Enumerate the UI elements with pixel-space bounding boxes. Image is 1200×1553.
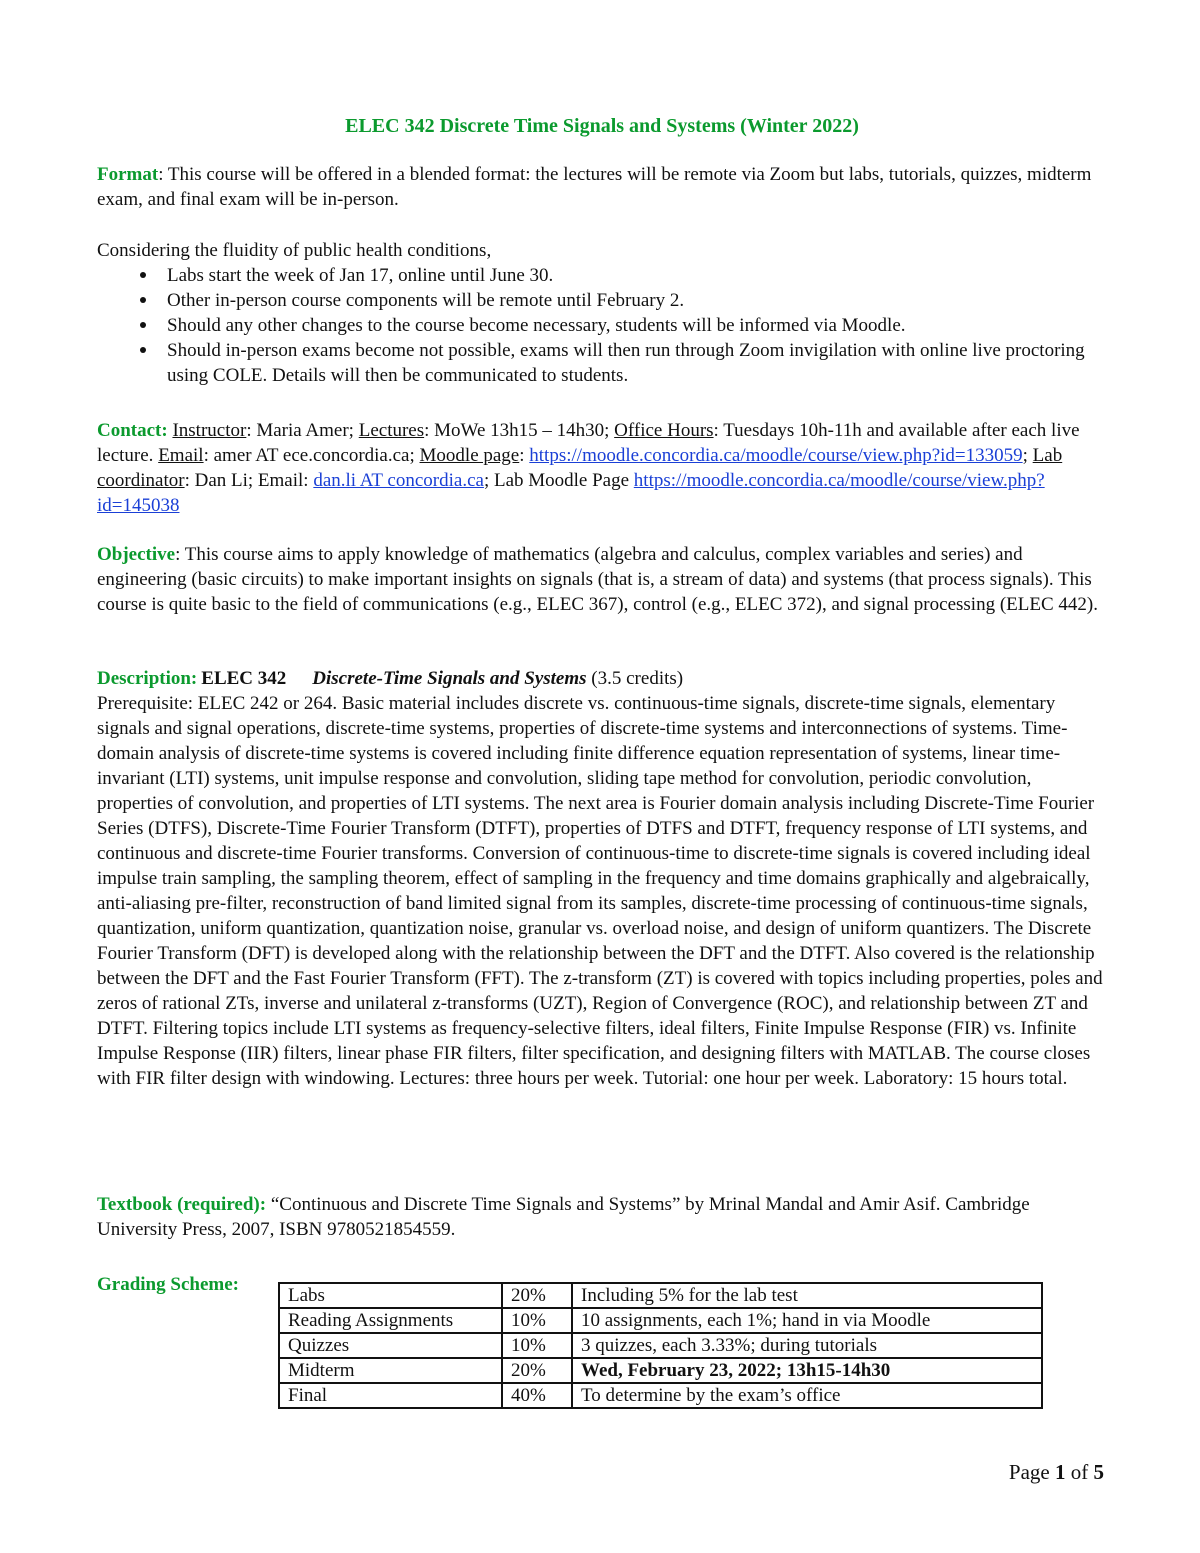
- contact-label: Contact:: [97, 420, 168, 441]
- total-pages: 5: [1093, 1460, 1104, 1484]
- table-row: [279, 1283, 1042, 1308]
- description-course-name: Discrete-Time Signals and Systems: [312, 668, 587, 689]
- grade-note: 3 quizzes, each 3.33%; during tutorials: [572, 1333, 1042, 1358]
- description-course: ELEC 342: [201, 668, 287, 689]
- lectures-label: Lectures: [358, 420, 425, 441]
- instructor-value: : Maria Amer;: [246, 420, 359, 441]
- description-credits: (3.5 credits): [586, 668, 684, 689]
- fluidity-list: [97, 263, 1105, 388]
- textbook-text: “Continuous and Discrete Time Signals and Systems” by Mrinal Mandal and Amir Asif. Cambridge University Press, 2007, ISBN 9780521854559.: [97, 1194, 1030, 1240]
- format-text: : This course will be offered in a blended format: the lectures will be remote via Zoom but labs, tutorials, quizzes, midterm exam, and final exam will be in-person.: [97, 164, 1092, 210]
- objective-paragraph: [97, 542, 1105, 617]
- fluidity-intro: Considering the fluidity of public health conditions,: [97, 240, 492, 261]
- grade-weight: 10%: [502, 1308, 572, 1333]
- page-number: Page 1 of 5: [1008, 1460, 1104, 1484]
- table-row: [279, 1308, 1042, 1333]
- textbook-label: Textbook (required):: [97, 1194, 267, 1215]
- table-row: [279, 1333, 1042, 1358]
- grade-item: Final: [279, 1383, 502, 1408]
- grade-weight: 10%: [502, 1333, 572, 1358]
- description-label: Description:: [97, 668, 198, 689]
- grade-note: Including 5% for the lab test: [572, 1283, 1042, 1308]
- grading-label: Grading Scheme:: [97, 1274, 239, 1295]
- fluidity-section: [97, 238, 1105, 388]
- lab-moodle-link[interactable]: https://moodle.concordia.ca/moodle/course/view.php?id=145038: [97, 470, 1045, 516]
- page-title: ELEC 342 Discrete Time Signals and Systems (Winter 2022): [345, 115, 859, 137]
- lab-coordinator-value: : Dan Li; Email:: [184, 470, 314, 491]
- moodle-course-link[interactable]: https://moodle.concordia.ca/moodle/course/view.php?id=133059: [529, 445, 1023, 466]
- grade-item: Quizzes: [279, 1333, 502, 1358]
- email-label: Email: [158, 445, 204, 466]
- list-item: Labs start the week of Jan 17, online until June 30.: [167, 263, 1105, 288]
- list-item: Other in-person course components will be remote until February 2.: [167, 288, 1105, 313]
- grade-note: 10 assignments, each 1%; hand in via Moodle: [572, 1308, 1042, 1333]
- textbook-paragraph: [97, 1192, 1105, 1242]
- description-section: [97, 666, 1105, 1091]
- objective-text: : This course aims to apply knowledge of mathematics (algebra and calculus, complex variables and series) and engineering (basic circuits) to make important insights on signals (that is, a stream of data) and systems (that process signals). This course is quite basic to the field of communications (e.g., ELEC 367), control (e.g., ELEC 372), and signal processing (ELEC 442).: [97, 544, 1098, 615]
- list-item: Should any other changes to the course become necessary, students will be informed via Moodle.: [167, 313, 1105, 338]
- grade-note: To determine by the exam’s office: [572, 1383, 1042, 1408]
- office-hours-label: Office Hours: [614, 420, 714, 441]
- grade-item: Midterm: [279, 1358, 502, 1383]
- table-row: [279, 1358, 1042, 1383]
- grade-weight: 40%: [502, 1383, 572, 1408]
- grade-item: Reading Assignments: [279, 1308, 502, 1333]
- lab-coordinator-email-link[interactable]: dan.li AT concordia.ca: [313, 470, 484, 491]
- current-page: 1: [1055, 1460, 1066, 1484]
- format-paragraph: [97, 162, 1105, 212]
- objective-label: Objective: [97, 544, 176, 565]
- instructor-label: Instructor: [172, 420, 247, 441]
- grade-weight: 20%: [502, 1283, 572, 1308]
- description-heading: [97, 666, 1105, 691]
- contact-paragraph: [97, 418, 1105, 518]
- email-value: : amer AT ece.concordia.ca;: [203, 445, 420, 466]
- grade-note: Wed, February 23, 2022; 13h15-14h30: [572, 1358, 1042, 1383]
- grade-weight: 20%: [502, 1358, 572, 1383]
- list-item: Should in-person exams become not possible, exams will then run through Zoom invigilation with online live proctoring using COLE. Details will then be communicated to students.: [167, 338, 1105, 388]
- office-hours-value: : Tuesdays 10h-11h and available after each live lecture.: [97, 420, 1080, 466]
- grade-item: Labs: [279, 1283, 502, 1308]
- lab-moodle-text: ; Lab Moodle Page: [483, 470, 634, 491]
- moodle-page-label: Moodle page: [419, 445, 520, 466]
- format-label: Format: [97, 164, 159, 185]
- table-row: [279, 1383, 1042, 1408]
- moodle-colon: :: [519, 445, 525, 466]
- grading-table: [278, 1282, 1043, 1409]
- description-text: Prerequisite: ELEC 242 or 264. Basic material includes discrete vs. continuous-time signals, discrete-time signals, elementary signals and signal operations, discrete-time systems, properties of discrete-time systems and interconnections of systems. Time-domain analysis of discrete-time systems is covered including finite difference equation representation of systems, linear time-invariant (LTI) systems, unit impulse response and convolution, sliding tape method for convolution, periodic convolution, properties of convolution, and properties of LTI systems. The next area is Fourier domain analysis including Discrete-Time Fourier Series (DTFS), Discrete-Time Fourier Transform (DTFT), properties of DTFS and DTFT, frequency response of LTI systems, and continuous and discrete-time Fourier transforms. Conversion of continuous-time to discrete-time signals is covered including ideal impulse train sampling, the sampling theorem, effect of sampling in the frequency and time domains graphically and algebraically, anti-aliasing pre-filter, reconstruction of band limited signal from its samples, discrete-time processing of continuous-time signals, quantization, uniform quantization, quantization noise, granular vs. overload noise, and design of uniform quantizers. The Discrete Fourier Transform (DFT) is developed along with the relationship between the DFT and the DTFT. Also covered is the relationship between the DFT and the Fast Fourier Transform (FFT). The z-transform (ZT) is covered with topics including properties, poles and zeros of rational ZTs, inverse and unilateral z-transforms (UZT), Region of Convergence (ROC), and relationship between ZT and DTFT. Filtering topics include LTI systems as frequency-selective filters, ideal filters, Finite Impulse Response (FIR) vs. Infinite Impulse Response (IIR) filters, linear phase FIR filters, filter specification, and designing filters with MATLAB. The course closes with FIR filter design with windowing. Lectures: three hours per week. Tutorial: one hour per week. Laboratory: 15 hours total.: [97, 693, 1103, 1089]
- lab-coordinator-label: Lab coordinator: [97, 445, 1063, 491]
- lectures-value: : MoWe 13h15 – 14h30;: [424, 420, 615, 441]
- contact-separator: ;: [1022, 445, 1033, 466]
